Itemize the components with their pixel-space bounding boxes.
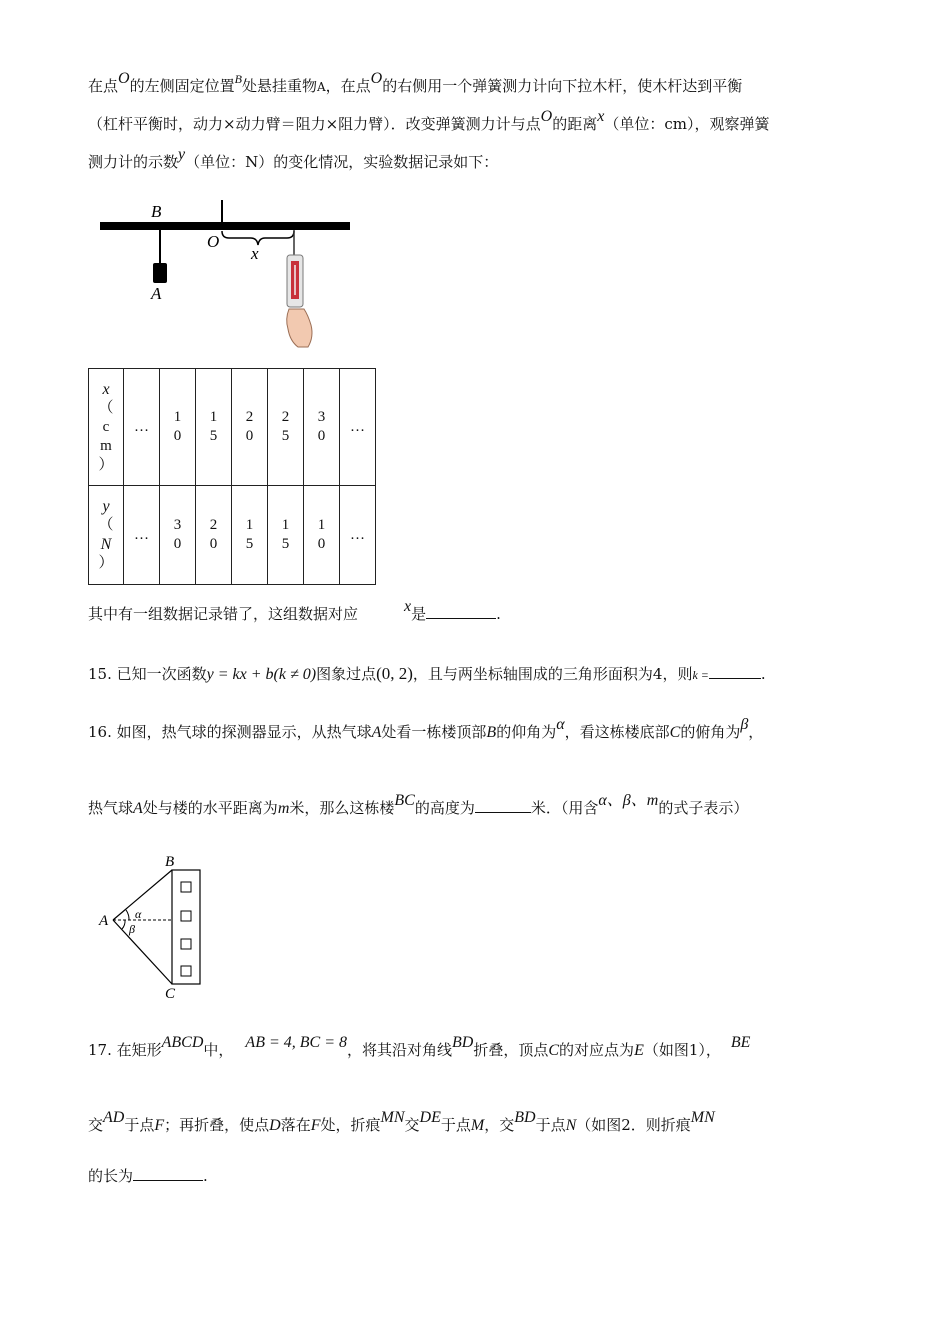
distance-brace	[222, 231, 294, 245]
table-row-x	[89, 369, 376, 486]
table-cell	[232, 369, 268, 486]
table-cell	[160, 486, 196, 585]
table-digit: 3	[173, 517, 182, 533]
table-digit: 1	[209, 409, 218, 425]
table-cell	[232, 486, 268, 585]
answer-blank-17	[133, 1166, 203, 1181]
table-cell	[196, 486, 232, 585]
window	[181, 939, 191, 949]
label-alpha: α	[135, 907, 142, 921]
spring-scale-icon	[287, 255, 303, 307]
table-cell	[304, 369, 340, 486]
window	[181, 966, 191, 976]
row-label-x: x （ c m ）	[89, 369, 124, 486]
p14-line-2: （杠杆平衡时，动力×动力臂＝阻力×阻力臂）．改变弹簧测力计与点O的距离x（单位：cm），观察弹簧	[88, 108, 770, 133]
table-digit: 2	[209, 517, 218, 533]
label-x: x	[251, 244, 259, 263]
table-digit: 0	[245, 428, 254, 444]
weight-A	[153, 263, 167, 283]
label-B: B	[165, 854, 175, 870]
label-A: A	[99, 913, 109, 929]
building	[172, 870, 200, 984]
table-cell: …	[340, 369, 376, 486]
window	[181, 882, 191, 892]
answer-blank-15	[709, 664, 761, 679]
label-B: B	[151, 202, 162, 221]
window	[181, 911, 191, 921]
table-digit: 2	[245, 409, 254, 425]
answer-blank-14	[426, 604, 496, 619]
table-cell	[196, 369, 232, 486]
question-17-line-1: 17. 在矩形ABCD中， AB = 4, BC = 8，将其沿对角线BD折叠，顶点C的对应点为E（如图1）， BE	[88, 1034, 751, 1059]
label-O: O	[207, 232, 220, 251]
table-cell	[160, 369, 196, 486]
table-digit: 1	[317, 517, 326, 533]
hand-icon	[287, 309, 312, 347]
table-digit: 5	[245, 536, 254, 552]
label-C: C	[165, 986, 176, 1002]
table-cell: …	[340, 486, 376, 585]
table-digit: 5	[209, 428, 218, 444]
table-digit: 0	[173, 428, 182, 444]
question-17-line-2: 交AD于点F；再折叠，使点D落在F处，折痕MN交DE于点M，交BD于点N（如图2．则折痕MN	[88, 1109, 715, 1134]
question-16-line-2: 热气球A处与楼的水平距离为m米，那么这栋楼BC的高度为 米．（用含α、β、m的式子表示）	[88, 792, 749, 817]
answer-blank-16	[475, 798, 531, 813]
table-digit: 2	[281, 409, 290, 425]
table-digit: 1	[173, 409, 182, 425]
p14-question: 其中有一组数据记录错了，这组数据对应 x是 .	[88, 598, 501, 623]
angle-alpha-arc	[126, 910, 129, 920]
table-cell: …	[124, 369, 160, 486]
table-row-y	[89, 486, 376, 585]
sight-line-AB	[113, 870, 172, 920]
angle-beta-arc	[122, 920, 125, 929]
sight-line-AC	[113, 920, 172, 984]
lever-figure	[95, 195, 355, 355]
row-label-y: y （ N ）	[89, 486, 124, 585]
table-digit: 0	[173, 536, 182, 552]
table-digit: 0	[317, 428, 326, 444]
table-digit: 0	[317, 536, 326, 552]
table-cell	[304, 486, 340, 585]
question-17-line-3: 的长为 .	[88, 1167, 208, 1185]
p14-line-1: 在点O的左侧固定位置$^B$处悬挂重物A，在点O的右侧用一个弹簧测力计向下拉木杆，使木杆达到平衡	[88, 70, 743, 95]
table-cell	[268, 369, 304, 486]
question-16-line-1: 16. 如图，热气球的探测器显示，从热气球A处看一栋楼顶部B的仰角为α，看这栋楼底部C的俯角为β，	[88, 716, 764, 741]
table-cell: …	[124, 486, 160, 585]
label-A: A	[151, 284, 162, 303]
table-digit: 1	[245, 517, 254, 533]
table-cell	[268, 486, 304, 585]
balloon-building-figure	[95, 850, 215, 1002]
table-digit: 3	[317, 409, 326, 425]
data-table	[88, 368, 376, 585]
p14-line-3: 测力计的示数y（单位：N）的变化情况，实验数据记录如下：	[88, 146, 499, 171]
question-15: 15. 已知一次函数y = kx + b(k ≠ 0)图象过点(0, 2)，且与两坐标轴围成的三角形面积为4，则k = .	[88, 664, 766, 683]
label-beta: β	[129, 922, 135, 936]
table-digit: 5	[281, 428, 290, 444]
table-digit: 0	[209, 536, 218, 552]
table-digit: 1	[281, 517, 290, 533]
wooden-rod	[100, 222, 350, 230]
table-digit: 5	[281, 536, 290, 552]
